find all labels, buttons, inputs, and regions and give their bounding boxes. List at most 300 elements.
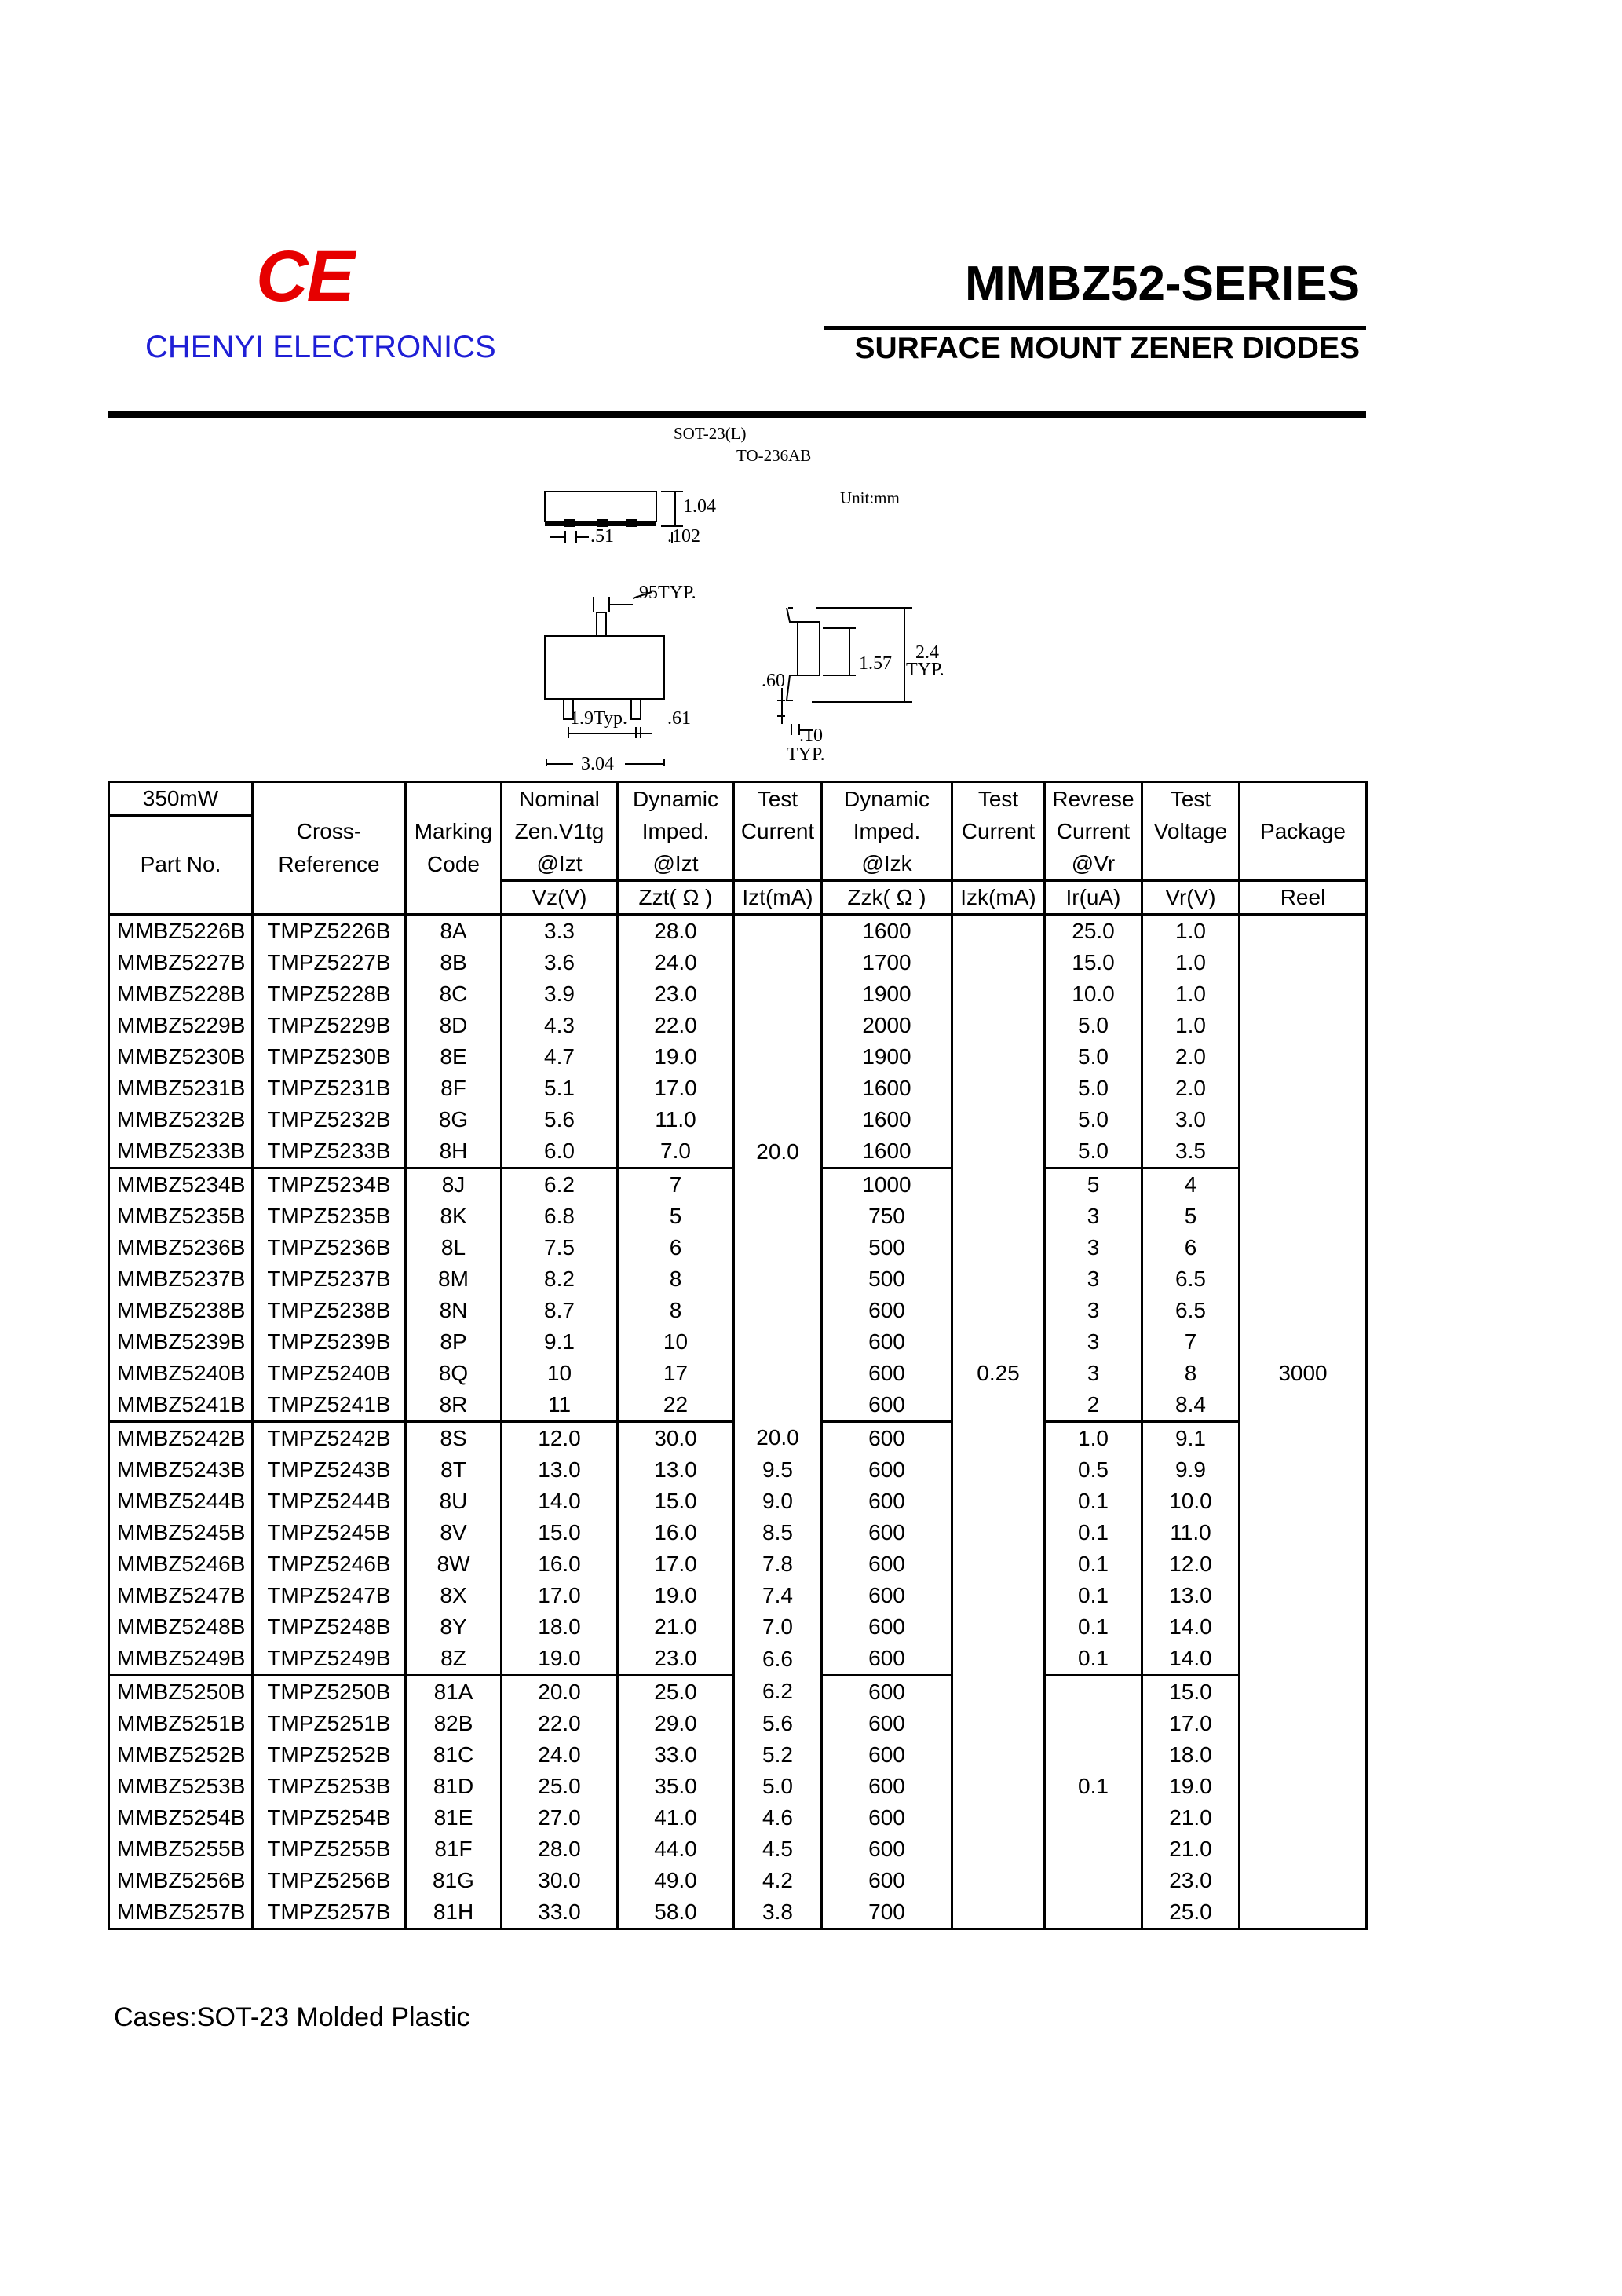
cell-izk — [952, 1708, 1045, 1739]
cell-izt — [734, 1326, 822, 1358]
cell-izt: 20.0 — [734, 1422, 822, 1455]
cell-vz: 5.6 — [502, 1104, 618, 1135]
cell-part: MMBZ5230B — [109, 1041, 253, 1073]
cell-marking: 8J — [406, 1168, 502, 1201]
cell-izt — [734, 1232, 822, 1263]
table-row — [109, 1865, 1367, 1896]
cell-cross: TMPZ5252B — [253, 1739, 406, 1771]
cell-zzk: 2000 — [822, 1010, 952, 1041]
cell-vr: 1.0 — [1142, 915, 1240, 948]
header-power: 350mW — [109, 782, 253, 816]
cell-zzt: 7 — [618, 1168, 734, 1201]
cell-izt: 4.5 — [734, 1834, 822, 1865]
cell-reel — [1240, 1802, 1367, 1834]
cell-izt — [734, 915, 822, 948]
cell-reel — [1240, 1041, 1367, 1073]
header-test-voltage-2: Voltage — [1142, 816, 1240, 849]
cell-vz: 3.3 — [502, 915, 618, 948]
cell-vr: 2.0 — [1142, 1073, 1240, 1104]
table-row — [109, 1771, 1367, 1802]
table-row — [109, 1168, 1367, 1201]
table-row — [109, 1802, 1367, 1834]
cell-cross: TMPZ5240B — [253, 1358, 406, 1389]
cell-cross: TMPZ5244B — [253, 1486, 406, 1517]
cell-marking: 81C — [406, 1739, 502, 1771]
cell-cross: TMPZ5226B — [253, 915, 406, 948]
cell-reel — [1240, 1454, 1367, 1486]
cell-cross: TMPZ5238B — [253, 1295, 406, 1326]
cell-izt: 5.0 — [734, 1771, 822, 1802]
cell-vz: 19.0 — [502, 1643, 618, 1676]
cell-cross: TMPZ5230B — [253, 1041, 406, 1073]
table-row — [109, 1010, 1367, 1041]
cell-vr: 25.0 — [1142, 1896, 1240, 1929]
cell-cross: TMPZ5241B — [253, 1389, 406, 1422]
cell-zzk: 600 — [822, 1389, 952, 1422]
cell-cross: TMPZ5234B — [253, 1168, 406, 1201]
cell-zzt: 8 — [618, 1263, 734, 1295]
cell-vz: 6.8 — [502, 1201, 618, 1232]
header-mark-2: Code — [406, 848, 502, 881]
cell-vr: 14.0 — [1142, 1643, 1240, 1676]
cell-zzk: 1000 — [822, 1168, 952, 1201]
cell-vr: 1.0 — [1142, 978, 1240, 1010]
cell-vr: 12.0 — [1142, 1548, 1240, 1580]
cell-vr: 6 — [1142, 1232, 1240, 1263]
table-row — [109, 1834, 1367, 1865]
cell-part: MMBZ5228B — [109, 978, 253, 1010]
cell-part: MMBZ5254B — [109, 1802, 253, 1834]
cell-izk — [952, 1263, 1045, 1295]
header-dynamic-k-1: Dynamic — [822, 782, 952, 816]
cell-vz: 33.0 — [502, 1896, 618, 1929]
header-mark-blank — [406, 782, 502, 816]
table-row — [109, 1358, 1367, 1389]
cell-marking: 8Q — [406, 1358, 502, 1389]
cell-ir: 5.0 — [1045, 1104, 1142, 1135]
cell-izt — [734, 978, 822, 1010]
cell-vr: 21.0 — [1142, 1802, 1240, 1834]
cell-vz: 7.5 — [502, 1232, 618, 1263]
header-test-current-3 — [734, 848, 822, 881]
cell-vr: 9.9 — [1142, 1454, 1240, 1486]
cell-reel — [1240, 978, 1367, 1010]
cell-zzt: 5 — [618, 1201, 734, 1232]
cell-vz: 24.0 — [502, 1739, 618, 1771]
cell-vz: 17.0 — [502, 1580, 618, 1611]
cell-izt — [734, 1073, 822, 1104]
package-code: TO-236AB — [736, 446, 812, 465]
header-test-voltage-3 — [1142, 848, 1240, 881]
cell-zzk: 600 — [822, 1454, 952, 1486]
cell-ir: 3 — [1045, 1326, 1142, 1358]
dim-1-57: 1.57 — [859, 653, 892, 674]
cell-reel — [1240, 947, 1367, 978]
table-row — [109, 1643, 1367, 1676]
table-row — [109, 947, 1367, 978]
cell-izk — [952, 1517, 1045, 1548]
cell-zzt: 10 — [618, 1326, 734, 1358]
cell-izk — [952, 1389, 1045, 1422]
cell-izt: 6.2 — [734, 1676, 822, 1709]
cell-cross: TMPZ5235B — [253, 1201, 406, 1232]
table-row — [109, 1422, 1367, 1455]
cell-vr: 1.0 — [1142, 1010, 1240, 1041]
cell-vz: 18.0 — [502, 1611, 618, 1643]
cell-izt: 5.2 — [734, 1739, 822, 1771]
cell-marking: 8X — [406, 1580, 502, 1611]
header-nominal-2: Zen.V1tg — [502, 816, 618, 849]
table-row — [109, 1201, 1367, 1232]
cell-izt: 4.2 — [734, 1865, 822, 1896]
cell-reel — [1240, 1104, 1367, 1135]
cell-izk — [952, 1896, 1045, 1929]
cell-part: MMBZ5247B — [109, 1580, 253, 1611]
cell-marking: 8A — [406, 915, 502, 948]
cell-reel — [1240, 915, 1367, 948]
cell-zzk: 600 — [822, 1739, 952, 1771]
cell-vz: 14.0 — [502, 1486, 618, 1517]
cell-part: MMBZ5243B — [109, 1454, 253, 1486]
cell-part: MMBZ5229B — [109, 1010, 253, 1041]
cell-vz: 12.0 — [502, 1422, 618, 1455]
cell-ir: 0.1 — [1045, 1611, 1142, 1643]
table-row — [109, 1517, 1367, 1548]
cell-vr: 3.5 — [1142, 1135, 1240, 1168]
cell-vr: 19.0 — [1142, 1771, 1240, 1802]
header-cross-2: Reference — [253, 848, 406, 881]
cell-izt: 20.0 — [734, 1135, 822, 1168]
cell-izk — [952, 1865, 1045, 1896]
cell-zzt: 24.0 — [618, 947, 734, 978]
cell-zzt: 30.0 — [618, 1422, 734, 1455]
dim-1-9-typ: 1.9Typ. — [570, 708, 627, 729]
cell-marking: 81E — [406, 1802, 502, 1834]
package-drawing — [542, 421, 981, 774]
dim-typ: TYP. — [906, 660, 944, 680]
table-row — [109, 1232, 1367, 1263]
cell-vr: 17.0 — [1142, 1708, 1240, 1739]
cell-ir: 5 — [1045, 1168, 1142, 1201]
cell-marking: 8D — [406, 1010, 502, 1041]
cell-zzt: 19.0 — [618, 1580, 734, 1611]
header-ir-unit: Ir(uA) — [1045, 881, 1142, 915]
cell-part: MMBZ5252B — [109, 1739, 253, 1771]
dim-0-10: .10 — [799, 726, 823, 746]
cell-part: MMBZ5234B — [109, 1168, 253, 1201]
cell-ir — [1045, 1834, 1142, 1865]
cell-reel — [1240, 1834, 1367, 1865]
cell-vz: 6.2 — [502, 1168, 618, 1201]
cell-reel — [1240, 1073, 1367, 1104]
cell-reel — [1240, 1517, 1367, 1548]
cell-ir — [1045, 1865, 1142, 1896]
cell-zzk: 600 — [822, 1802, 952, 1834]
dim-0-51: .51 — [590, 526, 614, 547]
cell-ir: 0.1 — [1045, 1486, 1142, 1517]
cell-ir — [1045, 1676, 1142, 1709]
table-row — [109, 915, 1367, 948]
cell-cross: TMPZ5253B — [253, 1771, 406, 1802]
header-cross-unit — [253, 881, 406, 915]
cell-vz: 5.1 — [502, 1073, 618, 1104]
cell-zzt: 15.0 — [618, 1486, 734, 1517]
cell-cross: TMPZ5236B — [253, 1232, 406, 1263]
cell-zzk: 1700 — [822, 947, 952, 978]
header-zzt-unit: Zzt( Ω ) — [618, 881, 734, 915]
cell-marking: 8R — [406, 1389, 502, 1422]
header-part-unit — [109, 881, 253, 915]
cell-part: MMBZ5249B — [109, 1643, 253, 1676]
cell-cross: TMPZ5228B — [253, 978, 406, 1010]
table-row — [109, 1454, 1367, 1486]
dim-0-102: .102 — [667, 526, 700, 547]
cell-izk — [952, 1201, 1045, 1232]
cell-vz: 6.0 — [502, 1135, 618, 1168]
cell-vz: 3.9 — [502, 978, 618, 1010]
header-cross-1: Cross- — [253, 816, 406, 849]
cell-ir — [1045, 1896, 1142, 1929]
cell-zzt: 29.0 — [618, 1708, 734, 1739]
cell-izk — [952, 1168, 1045, 1201]
cell-zzt: 33.0 — [618, 1739, 734, 1771]
cell-zzt: 8 — [618, 1295, 734, 1326]
cell-reel — [1240, 1389, 1367, 1422]
cell-part: MMBZ5246B — [109, 1548, 253, 1580]
unit-label: Unit:mm — [840, 488, 900, 507]
cell-zzk: 600 — [822, 1611, 952, 1643]
cell-vz: 4.3 — [502, 1010, 618, 1041]
table-row — [109, 1611, 1367, 1643]
cell-izk — [952, 1802, 1045, 1834]
cell-cross: TMPZ5229B — [253, 1010, 406, 1041]
cell-part: MMBZ5235B — [109, 1201, 253, 1232]
cell-zzk: 1600 — [822, 1135, 952, 1168]
header-test-k-3 — [952, 848, 1045, 881]
table-row — [109, 1708, 1367, 1739]
cell-izt: 9.5 — [734, 1454, 822, 1486]
cell-zzt: 28.0 — [618, 915, 734, 948]
cell-part: MMBZ5231B — [109, 1073, 253, 1104]
cell-reel — [1240, 1263, 1367, 1295]
table-row — [109, 1739, 1367, 1771]
header-reverse-1: Revrese — [1045, 782, 1142, 816]
cell-zzt: 23.0 — [618, 1643, 734, 1676]
cell-vr: 8.4 — [1142, 1389, 1240, 1422]
header-nominal-3: @Izt — [502, 848, 618, 881]
cell-izk — [952, 1834, 1045, 1865]
cell-zzk: 600 — [822, 1771, 952, 1802]
cell-part: MMBZ5248B — [109, 1611, 253, 1643]
header-reel-unit: Reel — [1240, 881, 1367, 915]
cell-vr: 1.0 — [1142, 947, 1240, 978]
cell-ir: 10.0 — [1045, 978, 1142, 1010]
cell-cross: TMPZ5242B — [253, 1422, 406, 1455]
cell-izt — [734, 1263, 822, 1295]
cell-part: MMBZ5257B — [109, 1896, 253, 1929]
cell-marking: 8L — [406, 1232, 502, 1263]
cell-part: MMBZ5244B — [109, 1486, 253, 1517]
cell-vz: 28.0 — [502, 1834, 618, 1865]
dim-0-61: .61 — [667, 708, 691, 729]
table-row — [109, 1896, 1367, 1929]
header-reverse-2: Current — [1045, 816, 1142, 849]
header-test-k-1: Test — [952, 782, 1045, 816]
cell-izt: 6.6 — [734, 1643, 822, 1676]
cell-zzt: 41.0 — [618, 1802, 734, 1834]
cell-ir — [1045, 1802, 1142, 1834]
dim-0-95-typ: .95TYP. — [634, 583, 696, 603]
cell-zzk: 600 — [822, 1643, 952, 1676]
cell-izt — [734, 1389, 822, 1422]
cell-vr: 14.0 — [1142, 1611, 1240, 1643]
table-row — [109, 1326, 1367, 1358]
cell-reel — [1240, 1201, 1367, 1232]
cell-zzt: 17.0 — [618, 1548, 734, 1580]
cell-marking: 8U — [406, 1486, 502, 1517]
header-vr-unit: Vr(V) — [1142, 881, 1240, 915]
header-rule — [108, 411, 1366, 418]
cell-zzt: 16.0 — [618, 1517, 734, 1548]
cell-izk — [952, 1041, 1045, 1073]
company-name: CHENYI ELECTRONICS — [145, 330, 496, 364]
cell-vz: 8.7 — [502, 1295, 618, 1326]
cell-ir: 0.1 — [1045, 1517, 1142, 1548]
cell-izk — [952, 1422, 1045, 1455]
cell-vr: 4 — [1142, 1168, 1240, 1201]
header-dynamic-1: Dynamic — [618, 782, 734, 816]
cell-zzk: 1900 — [822, 1041, 952, 1073]
cell-izk — [952, 1104, 1045, 1135]
cell-reel — [1240, 1580, 1367, 1611]
header-dynamic-k-3: @Izk — [822, 848, 952, 881]
cell-izt: 7.4 — [734, 1580, 822, 1611]
cell-marking: 8W — [406, 1548, 502, 1580]
cell-vz: 8.2 — [502, 1263, 618, 1295]
cell-cross: TMPZ5245B — [253, 1517, 406, 1548]
cell-cross: TMPZ5227B — [253, 947, 406, 978]
cell-ir: 25.0 — [1045, 915, 1142, 948]
cell-cross: TMPZ5247B — [253, 1580, 406, 1611]
cell-ir: 5.0 — [1045, 1135, 1142, 1168]
cell-zzt: 49.0 — [618, 1865, 734, 1896]
logo: CE — [256, 236, 353, 316]
cell-izk — [952, 915, 1045, 948]
cell-vr: 8 — [1142, 1358, 1240, 1389]
cell-zzt: 58.0 — [618, 1896, 734, 1929]
cell-cross: TMPZ5251B — [253, 1708, 406, 1739]
table-row — [109, 1548, 1367, 1580]
cell-cross: TMPZ5249B — [253, 1643, 406, 1676]
cell-reel — [1240, 1676, 1367, 1709]
cell-zzk: 500 — [822, 1232, 952, 1263]
header-test-voltage-1: Test — [1142, 782, 1240, 816]
cell-part: MMBZ5256B — [109, 1865, 253, 1896]
cell-reel — [1240, 1611, 1367, 1643]
cell-izk: 0.25 — [952, 1358, 1045, 1389]
cell-ir: 15.0 — [1045, 947, 1142, 978]
cell-cross: TMPZ5237B — [253, 1263, 406, 1295]
cell-zzt: 23.0 — [618, 978, 734, 1010]
cell-izk — [952, 1643, 1045, 1676]
table-row — [109, 1676, 1367, 1709]
cell-marking: 81H — [406, 1896, 502, 1929]
cell-zzk: 600 — [822, 1517, 952, 1548]
cell-marking: 8E — [406, 1041, 502, 1073]
cell-part: MMBZ5239B — [109, 1326, 253, 1358]
cell-zzk: 600 — [822, 1486, 952, 1517]
cell-cross: TMPZ5255B — [253, 1834, 406, 1865]
cell-ir: 5.0 — [1045, 1073, 1142, 1104]
cell-izt — [734, 947, 822, 978]
cell-part: MMBZ5238B — [109, 1295, 253, 1326]
cell-cross: TMPZ5257B — [253, 1896, 406, 1929]
cell-zzk: 600 — [822, 1326, 952, 1358]
cell-zzt: 17 — [618, 1358, 734, 1389]
cell-vr: 7 — [1142, 1326, 1240, 1358]
header-package-3 — [1240, 848, 1367, 881]
cell-zzk: 600 — [822, 1865, 952, 1896]
cell-izk — [952, 1548, 1045, 1580]
cell-vz: 30.0 — [502, 1865, 618, 1896]
cell-ir — [1045, 1708, 1142, 1739]
cell-ir: 5.0 — [1045, 1041, 1142, 1073]
cell-ir: 0.1 — [1045, 1771, 1142, 1802]
cell-part: MMBZ5241B — [109, 1389, 253, 1422]
cell-zzt: 6 — [618, 1232, 734, 1263]
cell-izk — [952, 1580, 1045, 1611]
cell-zzk: 750 — [822, 1201, 952, 1232]
cell-ir: 0.1 — [1045, 1548, 1142, 1580]
cell-marking: 8F — [406, 1073, 502, 1104]
cell-ir: 2 — [1045, 1389, 1142, 1422]
cell-reel — [1240, 1486, 1367, 1517]
table-row — [109, 1263, 1367, 1295]
cell-part: MMBZ5237B — [109, 1263, 253, 1295]
cell-vz: 3.6 — [502, 947, 618, 978]
cell-izk — [952, 947, 1045, 978]
cell-izt — [734, 1010, 822, 1041]
cell-zzt: 13.0 — [618, 1454, 734, 1486]
cell-vr: 5 — [1142, 1201, 1240, 1232]
cell-part: MMBZ5232B — [109, 1104, 253, 1135]
cell-vr: 10.0 — [1142, 1486, 1240, 1517]
header-test-current-1: Test — [734, 782, 822, 816]
cell-marking: 81G — [406, 1865, 502, 1896]
cell-zzt: 17.0 — [618, 1073, 734, 1104]
cell-part: MMBZ5236B — [109, 1232, 253, 1263]
spec-table — [108, 781, 1368, 1930]
cell-izk — [952, 1326, 1045, 1358]
cell-ir: 3 — [1045, 1201, 1142, 1232]
cell-izt — [734, 1041, 822, 1073]
cell-reel — [1240, 1168, 1367, 1201]
cell-reel — [1240, 1739, 1367, 1771]
cell-vr: 9.1 — [1142, 1422, 1240, 1455]
cell-ir: 3 — [1045, 1232, 1142, 1263]
cell-marking: 8N — [406, 1295, 502, 1326]
cell-cross: TMPZ5256B — [253, 1865, 406, 1896]
cell-izk — [952, 1454, 1045, 1486]
header-test-k-2: Current — [952, 816, 1045, 849]
cell-cross: TMPZ5250B — [253, 1676, 406, 1709]
cases-note: Cases:SOT-23 Molded Plastic — [114, 2002, 470, 2032]
cell-ir: 0.5 — [1045, 1454, 1142, 1486]
cell-izt — [734, 1201, 822, 1232]
cell-zzk: 700 — [822, 1896, 952, 1929]
cell-reel — [1240, 1232, 1367, 1263]
header-mark-1: Marking — [406, 816, 502, 849]
